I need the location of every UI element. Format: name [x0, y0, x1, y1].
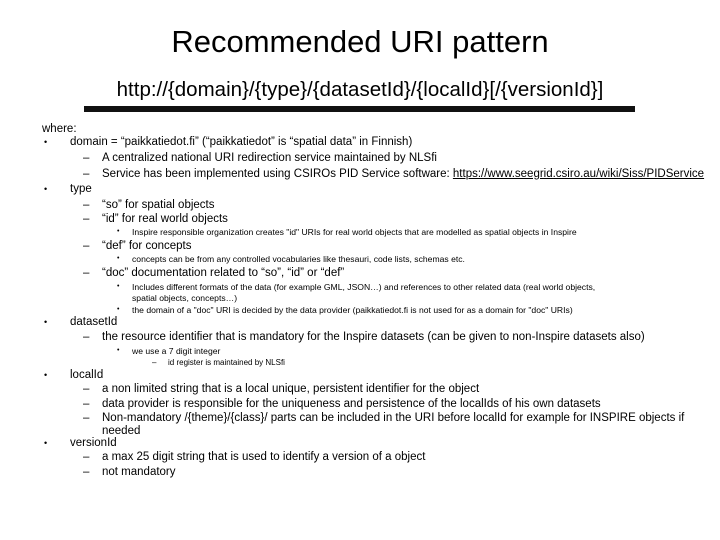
localid-item-2: data provider is responsible for the uniqueness and persistence of the localIds of his own datasets: [102, 398, 601, 410]
dash: –: [83, 152, 90, 164]
datasetid-sub: we use a 7 digit integer: [132, 346, 221, 356]
localid-text: localId: [70, 369, 104, 381]
dash: –: [83, 199, 90, 211]
where-label: where:: [42, 123, 77, 135]
versionid-text: versionId: [70, 437, 117, 449]
bullet-sub: •: [117, 228, 120, 235]
dash: –: [83, 398, 90, 410]
localid-item-3: Non-mandatory /{theme}/{class}/ parts can be included in the URI before localId for example for INSPIRE objects if: [102, 412, 685, 424]
dash: –: [83, 466, 90, 478]
dash: –: [83, 168, 90, 180]
bullet-datasetid: •: [44, 317, 48, 327]
type-id-sub: Inspire responsible organization creates "id" URIs for real world objects that are modelled as spatial objects in Inspire: [132, 227, 577, 237]
type-id: “id” for real world objects: [102, 213, 228, 225]
bullet-domain: •: [44, 137, 48, 147]
dash: –: [83, 213, 90, 225]
domain-text: domain = “paikkatiedot.fi” (“paikkatiedot” is “spatial data” in Finnish): [70, 136, 413, 148]
bullet-sub: •: [117, 283, 120, 290]
type-so: “so” for spatial objects: [102, 199, 215, 211]
bullet-type: •: [44, 184, 48, 194]
datasetid-subsub: id register is maintained by NLSfi: [168, 358, 285, 367]
dash: –: [83, 383, 90, 395]
uri-pattern: http://{domain}/{type}/{datasetId}/{localId}[/{versionId}]: [116, 78, 604, 101]
slide-title: Recommended URI pattern: [171, 24, 549, 59]
dash: –: [152, 358, 157, 367]
versionid-item-1: a max 25 digit string that is used to identify a version of a object: [102, 451, 426, 463]
dash: –: [83, 267, 90, 279]
domain-item-2-text: Service has been implemented using CSIROs PID Service software:: [102, 168, 453, 180]
type-doc-sub-2: the domain of a "doc" URI is decided by the data provider (paikkatiedot.fi is not used for as a domain for "doc" URIs): [132, 305, 573, 315]
bullet-sub: •: [117, 347, 120, 354]
type-def: “def” for concepts: [102, 240, 192, 252]
domain-item-2: [102, 169, 704, 181]
domain-item-1: A centralized national URI redirection service maintained by NLSfi: [102, 152, 437, 164]
dash: –: [83, 412, 90, 424]
type-doc: “doc” documentation related to “so”, “id” or “def”: [102, 267, 345, 279]
type-doc-sub-1b: spatial objects, concepts…): [132, 293, 238, 303]
bullet-versionid: •: [44, 438, 48, 448]
datasetid-item: the resource identifier that is mandatory for the Inspire datasets (can be given to non-Inspire datasets also): [102, 331, 645, 343]
pid-service-link[interactable]: https://www.seegrid.csiro.au/wiki/Siss/PIDService: [452, 168, 705, 180]
dash: –: [83, 331, 90, 343]
bullet-localid: •: [44, 370, 48, 380]
type-def-sub: concepts can be from any controlled vocabularies like thesauri, code lists, schemas etc.: [132, 254, 465, 264]
datasetid-text: datasetId: [70, 316, 118, 328]
pattern-underline: [84, 106, 635, 112]
bullet-sub: •: [117, 255, 120, 262]
dash: –: [83, 451, 90, 463]
type-doc-sub-1a: Includes different formats of the data (for example GML, JSON…) and references to other related data (real world objects,: [132, 282, 596, 292]
localid-item-3-cont: needed: [102, 425, 141, 437]
bullet-sub: •: [117, 306, 120, 313]
versionid-item-2: not mandatory: [102, 466, 176, 478]
type-text: type: [70, 183, 92, 195]
dash: –: [83, 240, 90, 252]
localid-item-1: a non limited string that is a local unique, persistent identifier for the object: [102, 383, 480, 395]
